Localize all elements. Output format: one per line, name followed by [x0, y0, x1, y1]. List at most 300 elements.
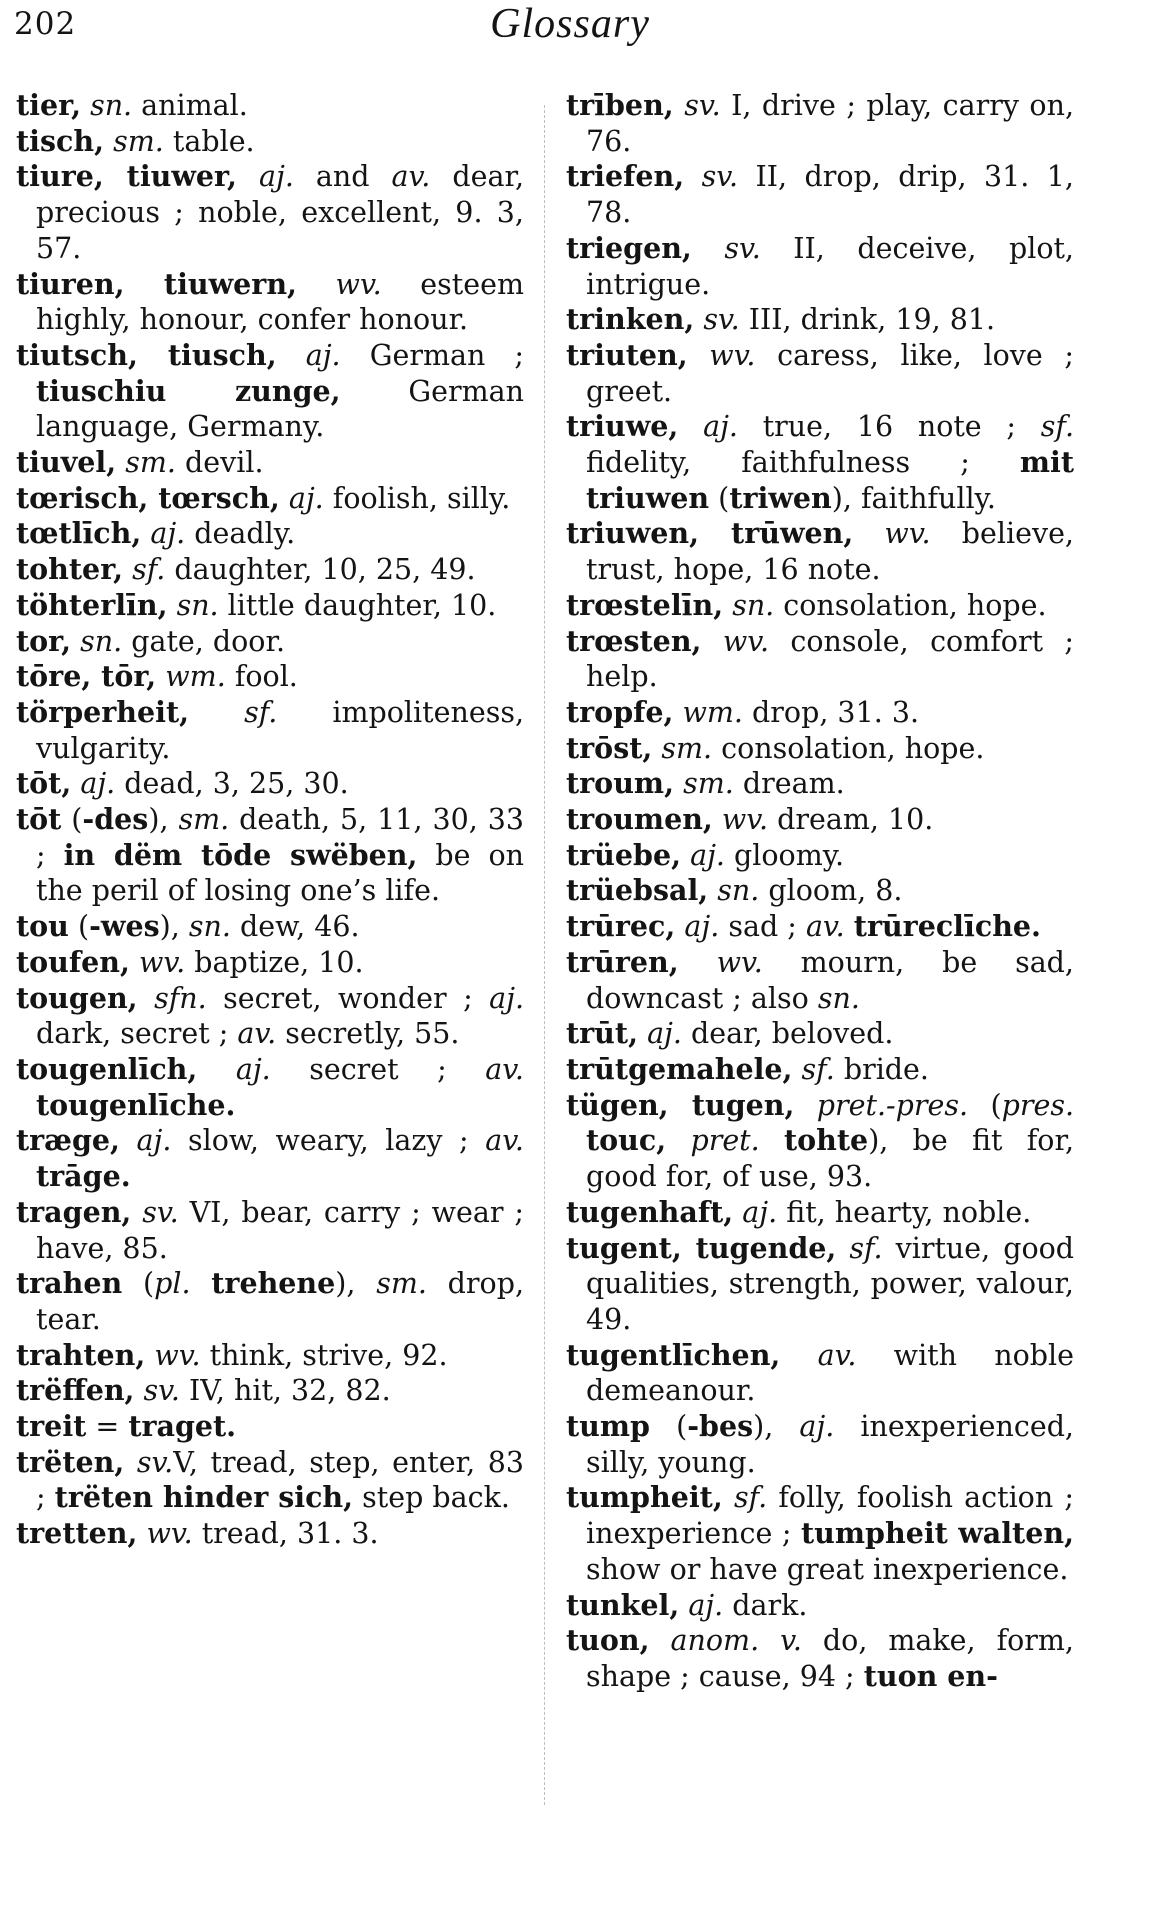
- grammar-label: sv.: [142, 1195, 179, 1229]
- grammar-label: aj.: [258, 160, 294, 194]
- definition-text: bride.: [834, 1052, 929, 1086]
- definition-text: [688, 339, 710, 372]
- page-number: 202: [14, 6, 77, 42]
- grammar-label: sv.: [684, 89, 721, 122]
- headword: trūren,: [566, 944, 679, 979]
- glossary-entry: [566, 1409, 1074, 1480]
- grammar-label: sm.: [178, 803, 230, 837]
- glossary-entry: [566, 1338, 1074, 1409]
- definition-text: [679, 946, 717, 979]
- headword: tōt: [16, 802, 62, 837]
- grammar-label: wv.: [721, 803, 769, 837]
- headword: toufen,: [16, 944, 130, 979]
- definition-text: II, drop, drip, 31. 1, 78.: [586, 160, 1074, 230]
- glossary-entry: [566, 1623, 1074, 1694]
- definition-text: caress, like, love ; greet.: [586, 338, 1074, 408]
- definition-text: mourn, be sad, downcast ; also: [586, 945, 1074, 1015]
- headword: tuon,: [566, 1623, 650, 1658]
- grammar-label: aj.: [742, 1195, 778, 1229]
- definition-text: [277, 339, 306, 372]
- headword: tōre, tōr,: [16, 659, 157, 694]
- definition-text: [168, 589, 177, 622]
- grammar-label: wm.: [682, 695, 743, 729]
- headword: trūreclīche.: [853, 909, 1041, 944]
- definition-text: console, comfort ; help.: [586, 624, 1075, 694]
- definition-text: [191, 1267, 212, 1300]
- definition-text: virtue, good qualities, strength, power, valour, 49.: [586, 1231, 1075, 1336]
- headword: trinken,: [566, 302, 695, 337]
- definition-text: do, make, form, shape ; cause, 94 ;: [586, 1624, 1074, 1693]
- definition-text: ),: [148, 803, 179, 837]
- grammar-label: sv.: [143, 1374, 180, 1408]
- headword: tugentlīchen,: [566, 1337, 781, 1372]
- headword: trëten hinder sich,: [54, 1480, 354, 1515]
- definition-text: little daughter, 10.: [218, 588, 497, 622]
- glossary-column-right: [566, 88, 1074, 1695]
- headword: tuon en-: [863, 1658, 998, 1693]
- definition-text: [297, 268, 336, 301]
- headword: trāge.: [36, 1159, 131, 1194]
- grammar-label: aj.: [305, 338, 341, 372]
- definition-text: dear, precious ; noble, excellent, 9. 3, 57.: [36, 160, 525, 265]
- glossary-entry: [16, 159, 524, 266]
- definition-text: true, 16 note ;: [737, 410, 1041, 444]
- grammar-label: aj.: [235, 1052, 271, 1086]
- definition-text: [81, 89, 90, 122]
- glossary-entry: [16, 516, 524, 552]
- definition-text: [678, 410, 703, 443]
- definition-text: [836, 1232, 849, 1265]
- headword: in dëm tōde swëben,: [63, 837, 418, 872]
- column-divider: [544, 105, 545, 1805]
- headword: tügen, tugen,: [566, 1087, 795, 1122]
- definition-text: [701, 625, 722, 658]
- headword: -wes: [89, 909, 160, 944]
- glossary-entry: [566, 1231, 1074, 1338]
- definition-text: II, deceive, plot, intrigue.: [586, 231, 1074, 301]
- headword: triuwen, trūwen,: [566, 516, 854, 551]
- definition-text: dark, secret ;: [36, 1017, 238, 1051]
- definition-text: [674, 767, 683, 800]
- headword: trīben,: [566, 88, 674, 122]
- grammar-label: sv.: [136, 1445, 174, 1479]
- glossary-entry: [16, 1123, 524, 1194]
- glossary-entry: [566, 1480, 1074, 1587]
- definition-text: deadly.: [185, 517, 296, 551]
- definition-text: III, drink, 19, 81.: [739, 303, 996, 337]
- grammar-label: aj.: [136, 1124, 172, 1158]
- definition-text: [853, 517, 884, 550]
- grammar-label: anom. v.: [670, 1624, 802, 1658]
- glossary-entry: [16, 88, 524, 124]
- definition-text: [280, 482, 289, 515]
- glossary-entry: [566, 338, 1074, 409]
- definition-text: impoliteness, vulgarity.: [36, 695, 525, 765]
- grammar-label: aj.: [489, 981, 525, 1015]
- glossary-entry: [16, 588, 524, 624]
- headword: tugenhaft,: [566, 1194, 734, 1229]
- grammar-label: sf.: [849, 1231, 883, 1265]
- headword: trœstelīn,: [566, 587, 724, 622]
- glossary-entry: [16, 1052, 524, 1123]
- definition-text: [845, 910, 854, 943]
- headword: trūtgemahele,: [566, 1051, 793, 1086]
- definition-text: think, strive, 92.: [200, 1338, 448, 1372]
- definition-text: [708, 874, 717, 907]
- definition-text: =: [86, 1410, 129, 1444]
- grammar-label: sm.: [376, 1267, 427, 1301]
- grammar-label: wv.: [709, 338, 756, 372]
- grammar-label: sm.: [683, 767, 734, 801]
- glossary-entry: [566, 873, 1074, 909]
- grammar-label: sf.: [733, 1481, 768, 1515]
- headword: troum,: [566, 766, 674, 801]
- definition-text: [792, 1053, 801, 1086]
- headword: triuten,: [566, 337, 688, 372]
- glossary-entry: [16, 1338, 524, 1374]
- headword: -des: [82, 802, 149, 837]
- definition-text: ), faithfully.: [831, 481, 996, 515]
- glossary-entry: [566, 1195, 1074, 1231]
- glossary-entry: [566, 302, 1074, 338]
- glossary-entry: [16, 624, 524, 660]
- definition-text: [723, 1481, 734, 1514]
- definition-text: daughter, 10, 25, 49.: [165, 553, 476, 587]
- grammar-label: sv.: [701, 160, 739, 194]
- definition-text: gloomy.: [724, 838, 845, 872]
- definition-text: dead, 3, 25, 30.: [115, 767, 349, 801]
- glossary-entry: [16, 659, 524, 695]
- definition-text: (: [68, 910, 90, 944]
- headword: tor,: [16, 623, 72, 658]
- grammar-label: sn.: [176, 588, 219, 622]
- headword: tier,: [16, 88, 81, 122]
- headword: tragen,: [16, 1194, 132, 1229]
- glossary-column-left: [16, 88, 524, 1552]
- definition-text: [638, 1017, 647, 1050]
- grammar-label: sn.: [188, 910, 231, 944]
- headword: tretten,: [16, 1516, 138, 1551]
- definition-text: ),: [753, 1410, 800, 1444]
- grammar-label: av.: [391, 160, 431, 194]
- definition-text: secret ;: [270, 1052, 486, 1086]
- headword: tump: [566, 1409, 650, 1444]
- headword: tumpheit,: [566, 1480, 723, 1515]
- grammar-label: wv.: [154, 1338, 201, 1372]
- headword: triefen,: [566, 159, 685, 194]
- definition-text: VI, bear, carry ; wear ; have, 85.: [36, 1195, 524, 1265]
- definition-text: [692, 232, 725, 265]
- definition-text: [120, 1124, 137, 1157]
- grammar-label: sm.: [125, 446, 176, 480]
- grammar-label: sf.: [801, 1052, 835, 1086]
- definition-text: [673, 696, 682, 729]
- definition-text: consolation, hope.: [712, 731, 985, 765]
- headword: töhterlīn,: [16, 587, 168, 622]
- headword: tiuren, tiuwern,: [16, 266, 297, 301]
- definition-text: animal.: [132, 89, 248, 122]
- headword: tœtlīch,: [16, 516, 142, 551]
- headword: triuwe,: [566, 409, 679, 444]
- headword: -bes: [687, 1409, 754, 1444]
- headword: trüebe,: [566, 837, 682, 872]
- definition-text: dark.: [723, 1588, 808, 1622]
- grammar-label: wv.: [722, 624, 770, 658]
- headword: tœrisch, tœrsch,: [16, 480, 280, 515]
- glossary-entry: [566, 88, 1074, 159]
- headword: trōst,: [566, 730, 653, 765]
- grammar-label: av.: [485, 1124, 524, 1158]
- definition-text: (: [649, 1410, 688, 1444]
- definition-text: (: [61, 803, 83, 837]
- definition-text: [189, 696, 244, 729]
- definition-text: [679, 1589, 688, 1622]
- definition-text: dream.: [733, 767, 845, 801]
- headword: tiutsch, tiusch,: [16, 337, 277, 372]
- definition-text: (: [968, 1088, 1002, 1122]
- running-head: Glossary: [490, 1, 650, 47]
- definition-text: gate, door.: [122, 624, 286, 658]
- grammar-label: sf.: [132, 553, 166, 587]
- grammar-label: sv.: [703, 303, 740, 337]
- glossary-entry: [566, 838, 1074, 874]
- glossary-entry: [16, 1373, 524, 1409]
- headword: trahten,: [16, 1337, 146, 1372]
- grammar-label: aj.: [647, 1017, 682, 1051]
- grammar-label: sn.: [717, 874, 760, 908]
- grammar-label: aj.: [799, 1410, 835, 1444]
- grammar-label: sv.: [724, 231, 761, 265]
- headword: tohte: [783, 1123, 869, 1158]
- definition-text: (: [709, 481, 730, 515]
- definition-text: and: [293, 160, 392, 194]
- glossary-entry: [16, 124, 524, 160]
- grammar-label: wm.: [165, 660, 226, 694]
- grammar-label: aj.: [690, 838, 725, 872]
- headword: tisch,: [16, 123, 105, 158]
- glossary-entry: [566, 588, 1074, 624]
- grammar-label: sfn.: [154, 981, 207, 1015]
- definition-text: drop, tear.: [36, 1267, 525, 1336]
- headword: tiuvel,: [16, 445, 117, 480]
- definition-text: [123, 553, 132, 586]
- glossary-entry: [16, 267, 524, 338]
- headword: tougenlīch,: [16, 1051, 198, 1086]
- grammar-label: aj.: [80, 767, 116, 801]
- headword: trahen: [16, 1266, 123, 1301]
- definition-text: esteem highly, honour, confer honour.: [36, 267, 525, 337]
- definition-text: secret, wonder ;: [206, 981, 490, 1015]
- glossary-entry: [16, 695, 524, 766]
- definition-text: [713, 803, 722, 836]
- glossary-entry: [566, 945, 1074, 1016]
- grammar-label: sm.: [113, 124, 164, 158]
- grammar-label: wv.: [716, 945, 763, 979]
- headword: tohter,: [16, 552, 124, 587]
- headword: tiure, tiuwer,: [16, 159, 237, 194]
- definition-text: believe, trust, hope, 16 note.: [586, 517, 1074, 587]
- grammar-label: sn.: [732, 588, 775, 622]
- glossary-entry: [566, 159, 1074, 230]
- definition-text: I, drive ; play, carry on, 76.: [586, 89, 1075, 158]
- glossary-entry: [566, 624, 1074, 695]
- glossary-entry: [16, 1195, 524, 1266]
- definition-text: secretly, 55.: [276, 1017, 460, 1051]
- headword: trūt,: [566, 1016, 638, 1051]
- definition-text: ), be fit for, good for, of use, 93.: [586, 1124, 1075, 1194]
- headword: tōt,: [16, 766, 72, 801]
- glossary-entry: [566, 802, 1074, 838]
- definition-text: drop, 31. 3.: [742, 695, 920, 729]
- definition-text: [780, 1339, 817, 1372]
- glossary-entry: [16, 1266, 524, 1337]
- definition-text: V, tread, step, enter, 83 ;: [36, 1445, 524, 1515]
- definition-text: [681, 839, 690, 872]
- grammar-label: sf.: [1040, 410, 1074, 444]
- grammar-label: av.: [485, 1052, 524, 1086]
- definition-text: inexperienced, silly, young.: [586, 1410, 1074, 1479]
- headword: trœsten,: [566, 623, 702, 658]
- glossary-entry: [16, 1445, 524, 1516]
- definition-text: fool.: [225, 660, 298, 694]
- definition-text: dear, beloved.: [681, 1017, 894, 1051]
- definition-text: [156, 660, 165, 693]
- grammar-label: aj.: [150, 517, 186, 551]
- grammar-label: wv.: [884, 517, 931, 551]
- definition-text: [723, 589, 732, 622]
- definition-text: [694, 303, 703, 336]
- glossary-entry: [16, 945, 524, 981]
- definition-text: baptize, 10.: [185, 945, 364, 979]
- glossary-entry: [566, 766, 1074, 802]
- definition-text: dew, 46.: [230, 910, 360, 944]
- glossary-entry: [566, 731, 1074, 767]
- grammar-label: pl.: [154, 1267, 191, 1301]
- definition-text: IV, hit, 32, 82.: [179, 1374, 391, 1408]
- headword: törperheit,: [16, 694, 190, 729]
- glossary-entry: [16, 552, 524, 588]
- headword: treit: [16, 1409, 87, 1444]
- definition-text: [130, 946, 139, 979]
- headword: tumpheit walten,: [801, 1516, 1074, 1551]
- grammar-label: sm.: [661, 731, 713, 765]
- grammar-label: sn.: [90, 89, 133, 122]
- definition-text: ),: [159, 910, 189, 944]
- grammar-label: av.: [237, 1017, 277, 1051]
- definition-text: sad ;: [719, 910, 806, 944]
- headword: triegen,: [566, 230, 692, 265]
- glossary-entry: [16, 981, 524, 1052]
- definition-text: [197, 1053, 236, 1086]
- glossary-entry: [16, 481, 524, 517]
- headword: tunkel,: [566, 1587, 680, 1622]
- glossary-entry: [566, 231, 1074, 302]
- definition-text: ),: [335, 1267, 377, 1301]
- glossary-entry: [16, 909, 524, 945]
- definition-text: step back.: [353, 1481, 510, 1515]
- headword: touc,: [586, 1123, 667, 1158]
- definition-text: dream, 10.: [768, 803, 934, 837]
- headword: trëten,: [16, 1444, 125, 1479]
- definition-text: (: [122, 1267, 155, 1301]
- headword: troumen,: [566, 802, 713, 837]
- definition-text: [674, 89, 685, 122]
- headword: træge,: [16, 1123, 120, 1158]
- headword: traget.: [128, 1409, 237, 1444]
- definition-text: tread, 31. 3.: [192, 1517, 379, 1551]
- grammar-label: pret.-pres.: [816, 1088, 969, 1122]
- definition-text: [684, 160, 701, 193]
- glossary-entry: [566, 1588, 1074, 1624]
- definition-text: German ;: [340, 338, 524, 372]
- headword: mit triuwen: [586, 445, 1074, 515]
- glossary-entry: [566, 695, 1074, 731]
- grammar-label: sf.: [244, 695, 278, 729]
- definition-text: [650, 1624, 671, 1657]
- definition-text: [794, 1089, 816, 1122]
- definition-text: consolation, hope.: [774, 588, 1047, 622]
- headword: tiuschiu zunge,: [36, 373, 341, 408]
- headword: triwen: [729, 480, 832, 515]
- glossary-entry: [566, 516, 1074, 587]
- grammar-label: aj.: [288, 481, 324, 515]
- definition-text: slow, weary, lazy ;: [171, 1124, 486, 1158]
- grammar-label: sn.: [80, 624, 123, 658]
- definition-text: fit, hearty, noble.: [777, 1195, 1032, 1229]
- grammar-label: sn.: [817, 981, 860, 1015]
- glossary-entry: [16, 1516, 524, 1552]
- definition-text: [237, 160, 259, 193]
- headword: tou: [16, 909, 69, 944]
- definition-text: death, 5, 11, 30, 33 ;: [36, 803, 524, 872]
- glossary-entry: [566, 1016, 1074, 1052]
- definition-text: [71, 625, 80, 658]
- glossary-entry: [16, 1409, 524, 1445]
- headword: tougenlīche.: [36, 1087, 236, 1122]
- glossary-entry: [16, 445, 524, 481]
- grammar-label: pret.: [690, 1124, 760, 1158]
- grammar-label: av.: [805, 910, 845, 944]
- definition-text: German language, Germany.: [36, 374, 524, 444]
- glossary-entry: [16, 802, 524, 909]
- definition-text: folly, foolish action ; inexperience ;: [586, 1481, 1074, 1551]
- definition-text: [760, 1124, 784, 1157]
- definition-text: gloom, 8.: [759, 874, 903, 908]
- grammar-label: aj.: [688, 1588, 724, 1622]
- glossary-entry: [16, 766, 524, 802]
- headword: tropfe,: [566, 694, 674, 729]
- definition-text: be on the peril of losing one’s life.: [36, 838, 524, 908]
- grammar-label: aj.: [684, 910, 720, 944]
- headword: tougen,: [16, 980, 138, 1015]
- definition-text: [104, 125, 113, 158]
- definition-text: [124, 1446, 137, 1479]
- grammar-label: av.: [817, 1338, 857, 1372]
- grammar-label: wv.: [146, 1517, 193, 1551]
- grammar-label: pres.: [1001, 1088, 1075, 1122]
- definition-text: [666, 1124, 690, 1157]
- headword: trüebsal,: [566, 873, 709, 908]
- page-header: [14, 0, 1126, 60]
- glossary-entry: [566, 909, 1074, 945]
- definition-text: [134, 1374, 143, 1407]
- definition-text: [733, 1196, 742, 1229]
- headword: trūrec,: [566, 909, 676, 944]
- definition-text: devil.: [175, 446, 264, 480]
- definition-text: [131, 1196, 142, 1229]
- definition-text: with noble demeanour.: [586, 1338, 1074, 1408]
- definition-text: show or have great inexperience.: [586, 1552, 1069, 1586]
